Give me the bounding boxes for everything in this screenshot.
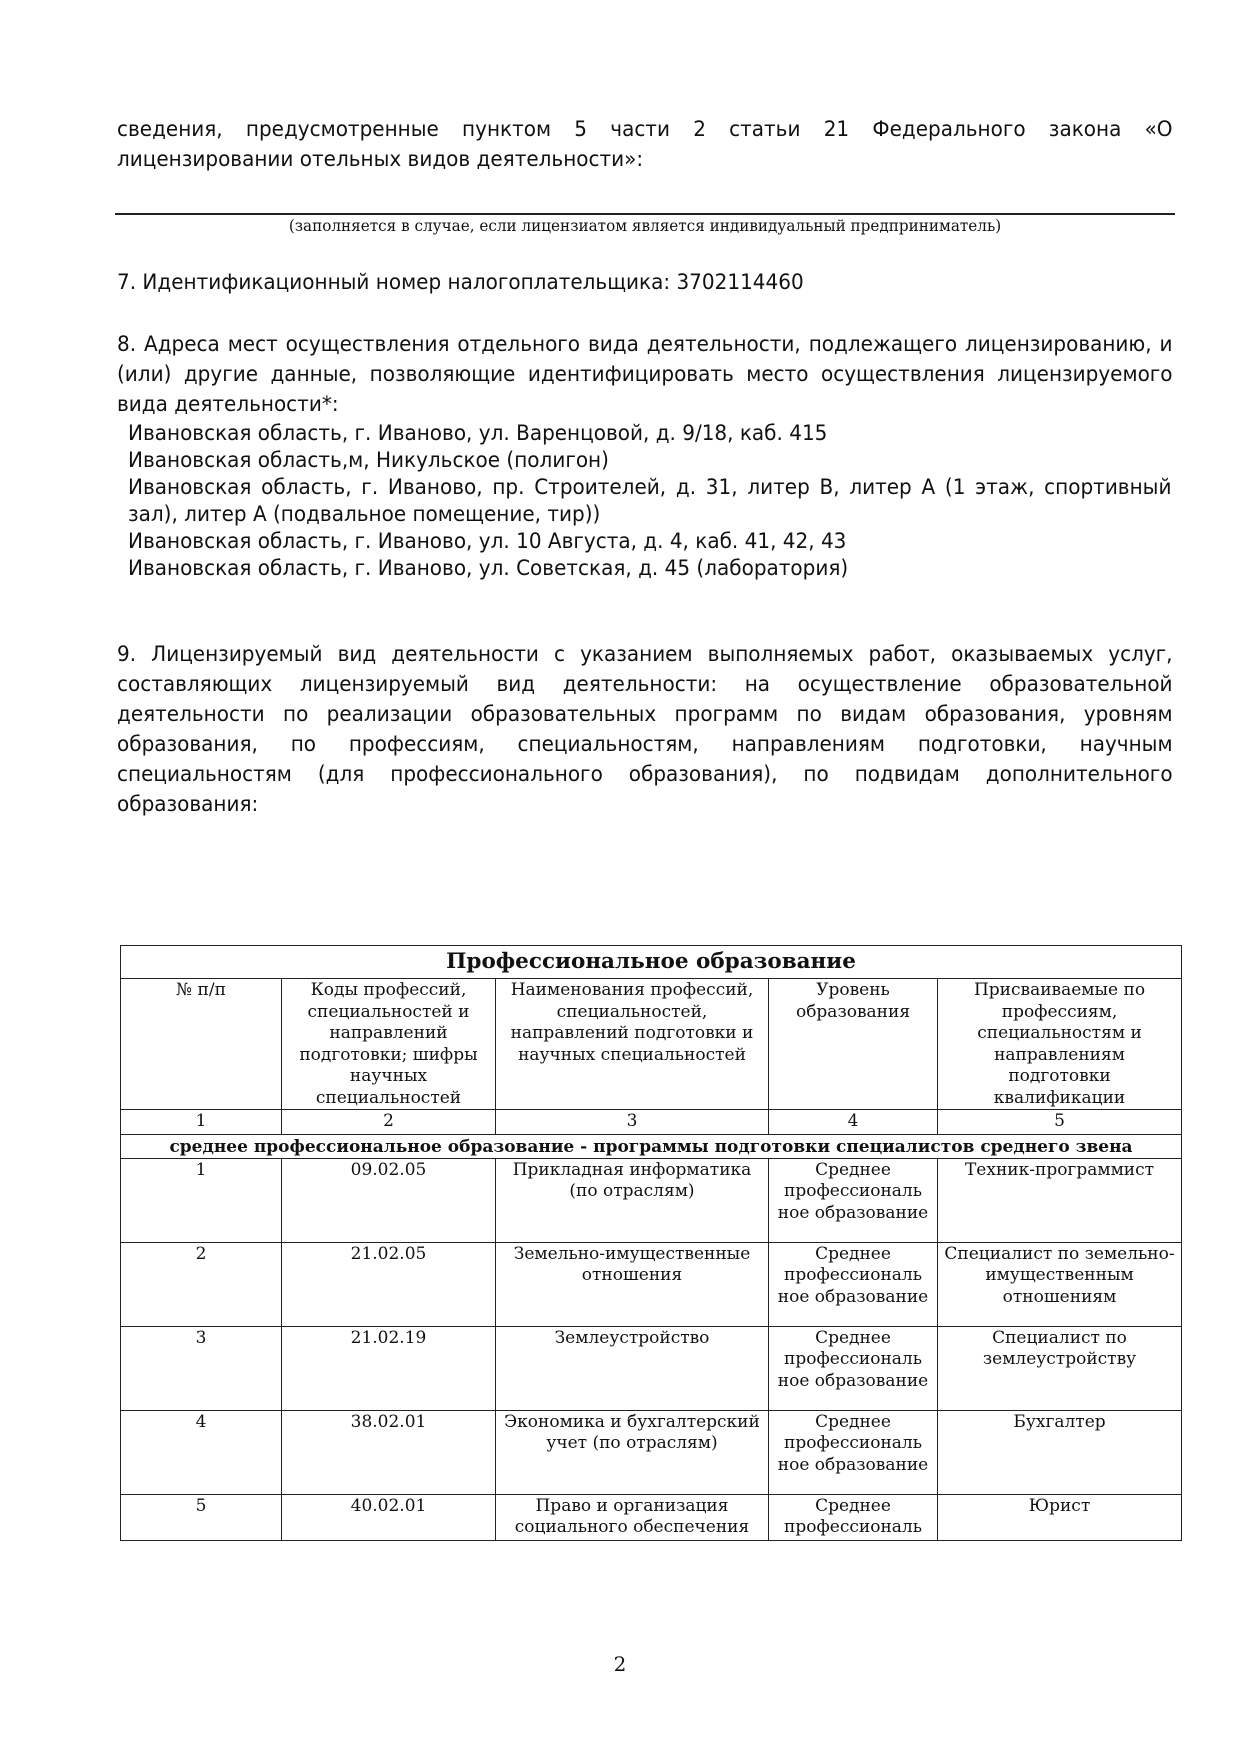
row-code: 38.02.01 (282, 1410, 496, 1494)
row-name: Землеустройство (496, 1326, 769, 1410)
table-row (121, 1326, 1182, 1410)
intro-paragraph (117, 115, 1173, 175)
fill-in-line (115, 213, 1175, 215)
table-title: Профессиональное образование (121, 946, 1182, 979)
header-cell: Уровень образования (769, 979, 938, 1110)
row-code: 09.02.05 (282, 1158, 496, 1242)
column-number: 3 (496, 1110, 769, 1135)
table-row (121, 1158, 1182, 1242)
address-item: Ивановская область, г. Иваново, ул. Варенцовой, д. 9/18, каб. 415 (128, 421, 828, 446)
row-level: Среднее профессиональ ное образование (769, 1326, 938, 1410)
row-name: Прикладная информатика (по отраслям) (496, 1158, 769, 1242)
column-number: 4 (769, 1110, 938, 1135)
row-name: Земельно-имущественные отношения (496, 1242, 769, 1326)
row-code: 21.02.19 (282, 1326, 496, 1410)
table-title-row (121, 946, 1182, 979)
row-qualification: Техник-программист (938, 1158, 1182, 1242)
table-row (121, 1242, 1182, 1326)
row-number: 2 (121, 1242, 282, 1326)
inn-paragraph (117, 268, 1099, 298)
row-qualification: Специалист по землеустройству (938, 1326, 1182, 1410)
header-cell: Коды профессий, специальностей и направлений подготовки; шифры научных специальностей (282, 979, 496, 1110)
row-number: 4 (121, 1410, 282, 1494)
activity-text: 9. Лицензируемый вид деятельности с указанием выполняемых работ, оказываемых услуг, составляющих лицензируемый вид деятельности: на осуществление образовательной деятельности по реализации образовательных программ по видам образования, уровням образования, по профессиям, специальностям, направлениям подготовки, научным специальностям (для профессионального образования), по подвидам дополнительного образования: (117, 642, 1173, 817)
table-header-row (121, 979, 1182, 1110)
row-number: 3 (121, 1326, 282, 1410)
column-number-row (121, 1110, 1182, 1135)
row-code: 40.02.01 (282, 1494, 496, 1540)
address-item: Ивановская область, г. Иваново, ул. 10 Августа, д. 4, каб. 41, 42, 43 (128, 529, 847, 554)
section-title: среднее профессиональное образование - программы подготовки специалистов среднего звена (121, 1134, 1182, 1158)
address-item: Ивановская область, г. Иваново, ул. Советская, д. 45 (лаборатория) (128, 556, 849, 581)
address-list (128, 420, 1172, 582)
row-level: Среднее профессиональ ное образование (769, 1158, 938, 1242)
column-number: 5 (938, 1110, 1182, 1135)
row-name: Право и организация социального обеспечения (496, 1494, 769, 1540)
addresses-heading (117, 330, 1173, 420)
header-cell: № п/п (121, 979, 282, 1110)
header-cell: Присваиваемые по профессиям, специальностям и направлениям подготовки квалификации (938, 979, 1182, 1110)
inn-text: 7. Идентификационный номер налогоплательщика: 3702114460 (117, 270, 804, 295)
header-cell: Наименования профессий, специальностей, направлений подготовки и научных специальностей (496, 979, 769, 1110)
section-row (121, 1134, 1182, 1158)
table-row (121, 1494, 1182, 1540)
address-item: Ивановская область, г. Иваново, пр. Строителей, д. 31, литер В, литер А (1 этаж, спортивный зал), литер А (подвальное помещение, тир)) (128, 475, 1172, 527)
row-qualification: Юрист (938, 1494, 1182, 1540)
intro-text: сведения, предусмотренные пунктом 5 части 2 статьи 21 Федерального закона «О лицензировании отельных видов деятельности»: (117, 117, 1173, 172)
addresses-heading-text: 8. Адреса мест осуществления отдельного вида деятельности, подлежащего лицензированию, и (или) другие данные, позволяющие идентифицировать место осуществления лицензируемого вида деятельности*: (117, 332, 1173, 417)
fill-hint: (заполняется в случае, если лицензиатом является индивидуальный предприниматель) (288, 216, 1002, 235)
row-name: Экономика и бухгалтерский учет (по отраслям) (496, 1410, 769, 1494)
column-number: 2 (282, 1110, 496, 1135)
row-level: Среднее профессиональ ное образование (769, 1410, 938, 1494)
row-qualification: Бухгалтер (938, 1410, 1182, 1494)
page-number: 2 (613, 1652, 627, 1676)
address-item: Ивановская область,м, Никульское (полигон) (128, 448, 609, 473)
row-number: 5 (121, 1494, 282, 1540)
table-row (121, 1410, 1182, 1494)
column-number: 1 (121, 1110, 282, 1135)
row-number: 1 (121, 1158, 282, 1242)
activity-paragraph (117, 640, 1173, 820)
row-level: Среднее профессиональ ное образование (769, 1242, 938, 1326)
row-code: 21.02.05 (282, 1242, 496, 1326)
education-table (120, 945, 1182, 1541)
row-qualification: Специалист по земельно-имущественным отношениям (938, 1242, 1182, 1326)
row-level: Среднее профессиональ (769, 1494, 938, 1540)
